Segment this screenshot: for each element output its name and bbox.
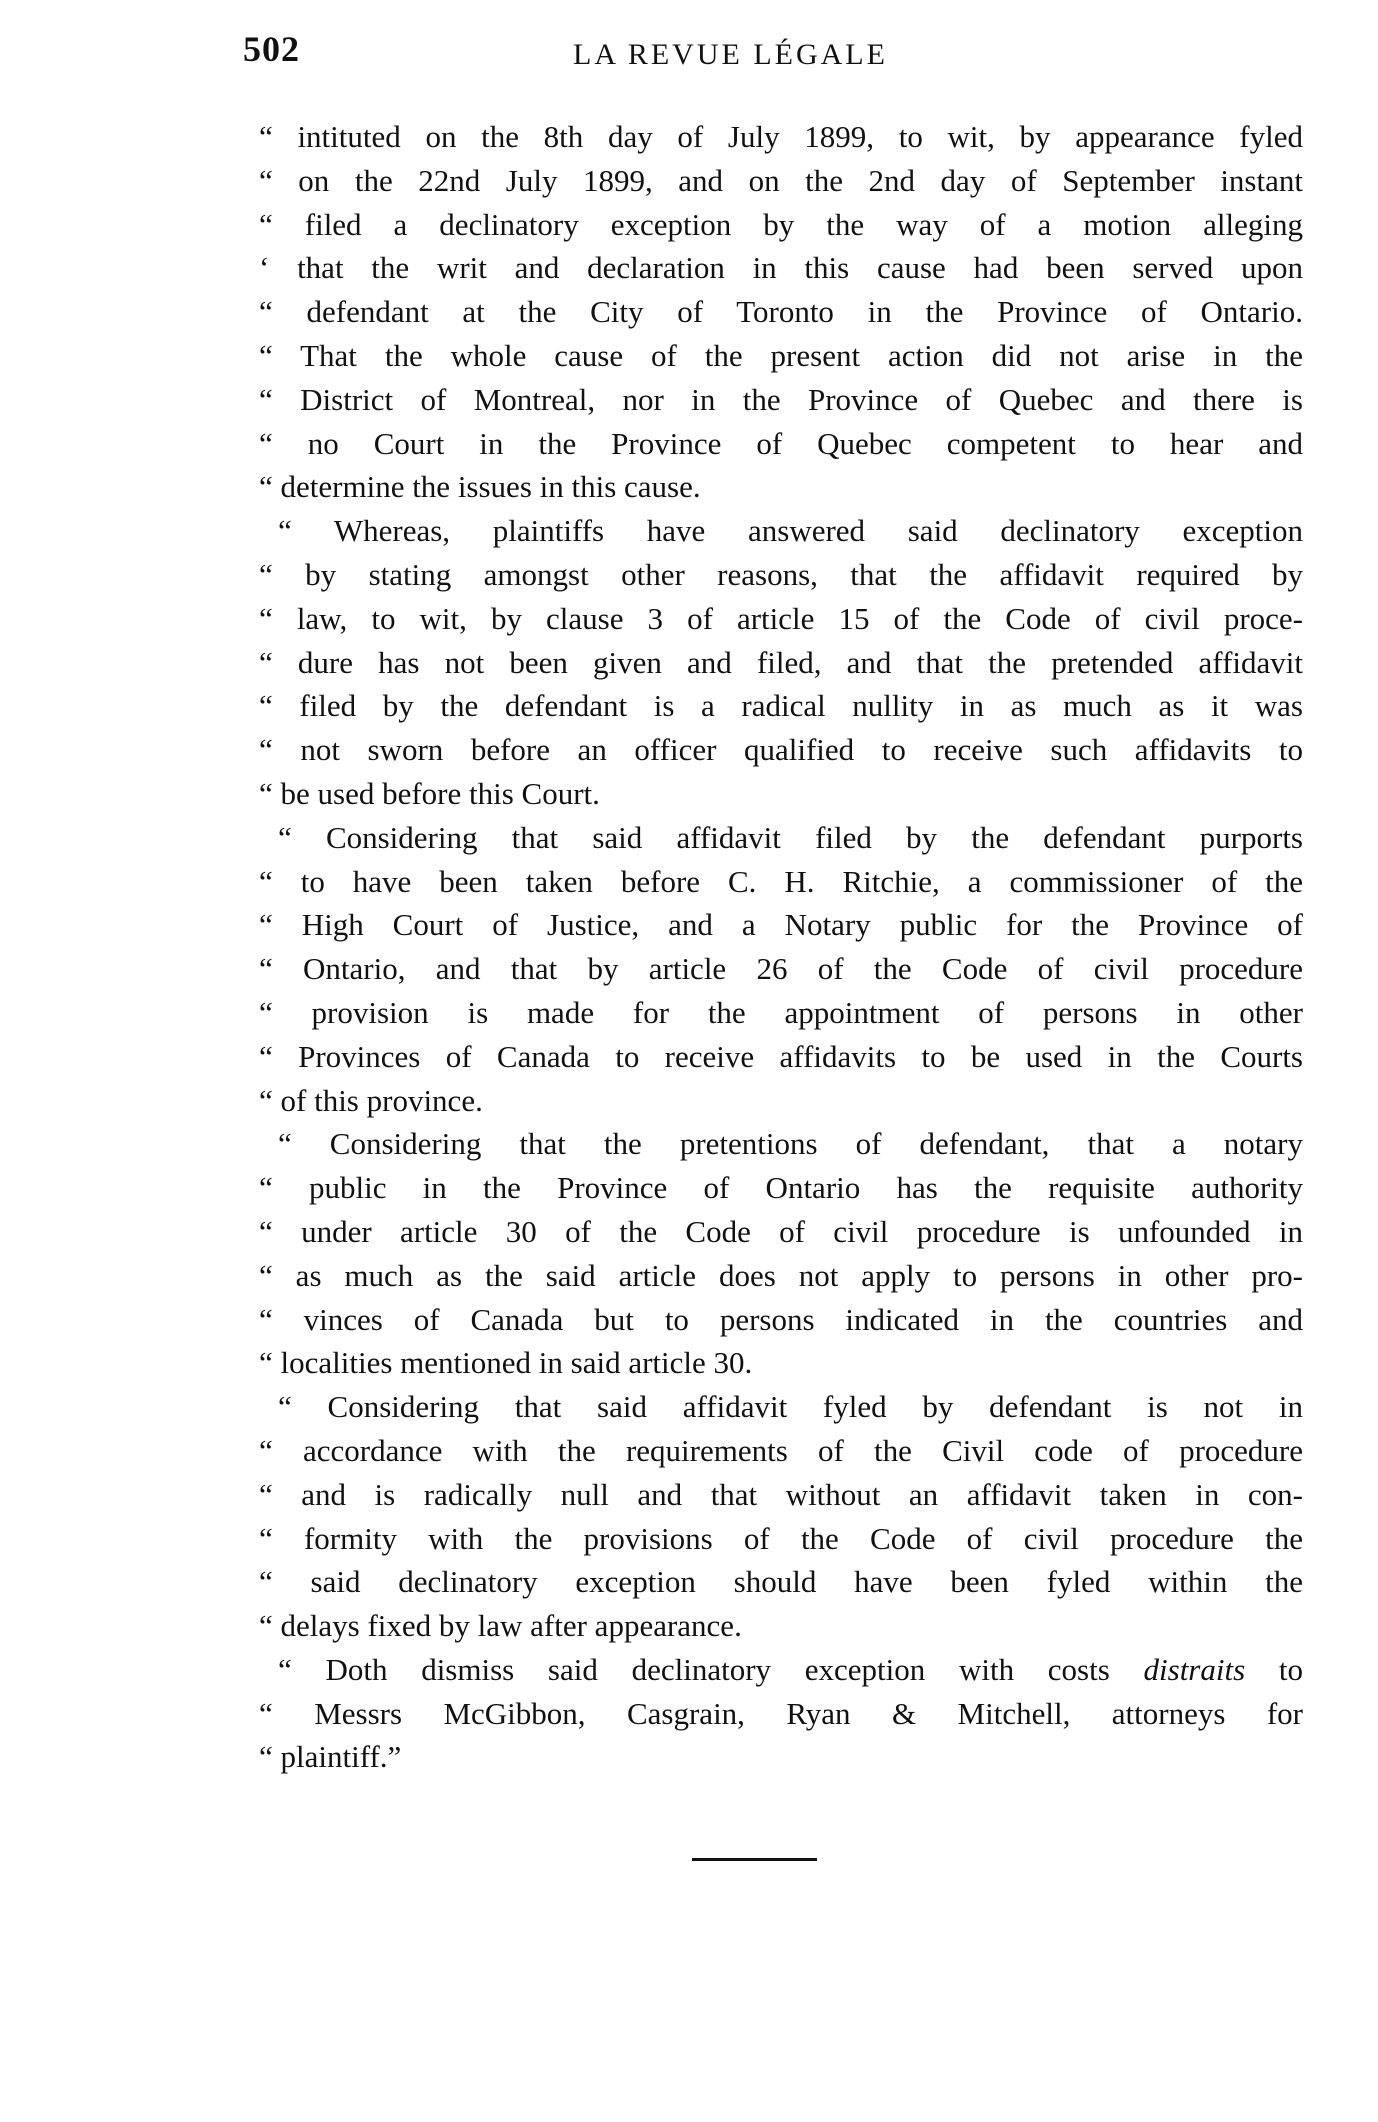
section-divider <box>692 1858 817 1861</box>
text-line: “ accordance with the requirements of the Civil code of procedure <box>259 1432 1303 1468</box>
text-line: “ vinces of Canada but to persons indicated in the countries and <box>259 1301 1303 1337</box>
page-number: 502 <box>243 29 300 69</box>
text-line-end: to <box>1278 1651 1303 1687</box>
text-line: “ determine the issues in this cause. <box>259 469 701 505</box>
text-line: “ plaintiff.” <box>259 1739 402 1775</box>
text-line-start: “ Doth dismiss said declinatory exception with costs <box>278 1651 1110 1687</box>
text-line: “ and is radically null and that without an affidavit taken in con- <box>259 1476 1303 1512</box>
text-line: “ said declinatory exception should have been fyled within the <box>259 1564 1303 1600</box>
text-line: “ by stating amongst other reasons, that the affidavit required by <box>259 556 1303 592</box>
text-line: “ Considering that the pretentions of defendant, that a notary <box>278 1126 1303 1162</box>
text-line: “ delays fixed by law after appearance. <box>259 1608 742 1644</box>
text-line: “ That the whole cause of the present action did not arise in the <box>259 337 1303 373</box>
text-line: “ intituted on the 8th day of July 1899, to wit, by appearance fyled <box>259 119 1303 154</box>
page-header <box>243 28 1303 88</box>
text-line: “ to have been taken before C. H. Ritchie, a commissioner of the <box>259 863 1303 899</box>
text-line: “ Messrs McGibbon, Casgrain, Ryan & Mitchell, attorneys for <box>259 1695 1303 1731</box>
text-line: “ High Court of Justice, and a Notary public for the Province of <box>259 907 1303 943</box>
text-line: “ under article 30 of the Code of civil procedure is unfounded in <box>259 1213 1303 1249</box>
text-line: “ not sworn before an officer qualified to receive such affidavits to <box>259 732 1303 768</box>
text-line: “ as much as the said article does not apply to persons in other pro- <box>259 1257 1303 1293</box>
text-line: “ public in the Province of Ontario has the requisite authority <box>259 1170 1303 1206</box>
text-line: “ localities mentioned in said article 30. <box>259 1345 753 1381</box>
text-line: “ Whereas, plaintiffs have answered said declinatory exception <box>278 513 1303 549</box>
text-line: “ filed by the defendant is a radical nullity in as much as it was <box>259 688 1303 724</box>
text-line: “ of this province. <box>259 1082 483 1118</box>
body-text <box>243 115 1303 1779</box>
running-title: LA REVUE LÉGALE <box>573 38 888 71</box>
text-line: “ Considering that said affidavit fyled by defendant is not in <box>278 1389 1303 1425</box>
text-line: “ filed a declinatory exception by the way of a motion alleging <box>259 206 1303 242</box>
text-line: “ be used before this Court. <box>259 775 600 811</box>
text-line: “ Provinces of Canada to receive affidavits to be used in the Courts <box>259 1038 1303 1074</box>
text-line: “ no Court in the Province of Quebec competent to hear and <box>259 425 1303 461</box>
text-line: ‘ that the writ and declaration in this cause had been served upon <box>259 250 1303 286</box>
text-line: “ Ontario, and that by article 26 of the Code of civil procedure <box>259 951 1303 987</box>
text-line: “ on the 22nd July 1899, and on the 2nd day of September instant <box>259 162 1303 198</box>
text-line: “ District of Montreal, nor in the Province of Quebec and there is <box>259 381 1303 417</box>
text-line: “ Considering that said affidavit filed by the defendant purports <box>278 819 1303 855</box>
text-line: “ formity with the provisions of the Code of civil procedure the <box>259 1520 1303 1556</box>
text-line: “ defendant at the City of Toronto in the Province of Ontario. <box>259 294 1303 330</box>
text-line <box>243 1648 1303 1692</box>
italic-term: distraits <box>1143 1651 1246 1687</box>
text-line: “ dure has not been given and filed, and that the pretended affidavit <box>259 644 1303 680</box>
text-line: “ provision is made for the appointment of persons in other <box>259 994 1303 1030</box>
text-line: “ law, to wit, by clause 3 of article 15 of the Code of civil proce- <box>259 600 1303 636</box>
